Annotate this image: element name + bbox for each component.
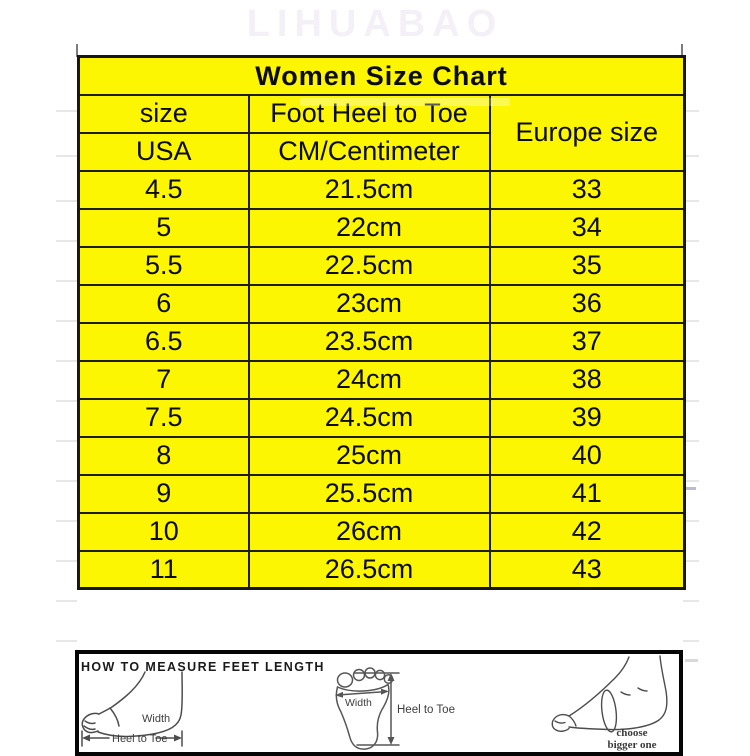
faint-gridline [56, 155, 77, 157]
size-cell: 34 [490, 209, 685, 247]
size-table-body [79, 171, 685, 589]
size-cell: 5.5 [79, 247, 249, 285]
header-foot-heel-to-toe: Foot Heel to Toe [249, 95, 490, 133]
header-europe-size: Europe size [490, 95, 685, 171]
faint-gridline [56, 320, 77, 322]
measure-guide-heading: HOW TO MEASURE FEET LENGTH [81, 660, 325, 674]
size-row [79, 171, 685, 209]
side-width-label: Width [142, 713, 171, 725]
faint-gridline [56, 280, 77, 282]
size-cell: 24cm [249, 361, 490, 399]
faint-gridline [683, 640, 699, 642]
size-cell: 5 [79, 209, 249, 247]
size-row [79, 361, 685, 399]
size-cell: 37 [490, 323, 685, 361]
side-foot-diagram [79, 670, 211, 752]
header-usa: USA [79, 133, 249, 171]
sole-length-label: Heel to Toe [397, 704, 455, 716]
size-cell: 26.5cm [249, 551, 490, 589]
girth-foot-diagram [541, 654, 679, 754]
watermark-smudge [300, 98, 510, 106]
size-row [79, 475, 685, 513]
brand-watermark: LIHUABAO [246, 3, 504, 45]
size-cell: 8 [79, 437, 249, 475]
scan-artifact-dash [686, 487, 696, 490]
measure-guide-box [75, 650, 683, 756]
faint-gridline [56, 560, 77, 562]
size-cell: 25cm [249, 437, 490, 475]
faint-gridline [56, 110, 77, 112]
faint-gridline [56, 200, 77, 202]
size-row [79, 437, 685, 475]
faint-gridline [683, 600, 699, 602]
side-foot-sketch [79, 670, 211, 752]
size-row [79, 285, 685, 323]
size-cell: 9 [79, 475, 249, 513]
sole-width-label: Width [345, 697, 372, 709]
faint-gridline [56, 240, 77, 242]
size-cell: 6 [79, 285, 249, 323]
faint-gridline [56, 400, 77, 402]
faint-gridline [56, 600, 77, 602]
side-length-label: Heel to Toe [112, 733, 168, 745]
size-cell: 23cm [249, 285, 490, 323]
size-cell: 22cm [249, 209, 490, 247]
size-row [79, 551, 685, 589]
size-cell: 23.5cm [249, 323, 490, 361]
choose-note-line1: choose [616, 727, 648, 739]
size-cell: 7.5 [79, 399, 249, 437]
choose-note-line2: bigger one [607, 739, 657, 751]
faint-gridline [56, 520, 77, 522]
size-cell: 38 [490, 361, 685, 399]
women-size-chart-table [77, 55, 686, 590]
faint-gridline [56, 360, 77, 362]
size-cell: 41 [490, 475, 685, 513]
size-row [79, 513, 685, 551]
size-cell: 10 [79, 513, 249, 551]
faint-gridline [56, 480, 77, 482]
size-cell: 22.5cm [249, 247, 490, 285]
size-cell: 7 [79, 361, 249, 399]
size-cell: 42 [490, 513, 685, 551]
size-row [79, 399, 685, 437]
size-cell: 25.5cm [249, 475, 490, 513]
size-cell: 11 [79, 551, 249, 589]
size-cell: 21.5cm [249, 171, 490, 209]
size-table-head [79, 57, 685, 171]
footprint-sketch [331, 666, 473, 752]
header-cm-centimeter: CM/Centimeter [249, 133, 490, 171]
size-cell: 43 [490, 551, 685, 589]
size-cell: 40 [490, 437, 685, 475]
size-row [79, 323, 685, 361]
table-title: Women Size Chart [79, 57, 685, 95]
size-cell: 36 [490, 285, 685, 323]
size-cell: 39 [490, 399, 685, 437]
size-row [79, 209, 685, 247]
header-size: size [79, 95, 249, 133]
size-cell: 24.5cm [249, 399, 490, 437]
title-row [79, 57, 685, 95]
faint-gridline [56, 440, 77, 442]
size-cell: 33 [490, 171, 685, 209]
girth-foot-sketch [541, 654, 679, 754]
scan-artifact-dash [685, 659, 698, 662]
size-cell: 26cm [249, 513, 490, 551]
size-row [79, 247, 685, 285]
footprint-diagram [331, 666, 473, 752]
size-cell: 4.5 [79, 171, 249, 209]
size-cell: 6.5 [79, 323, 249, 361]
size-cell: 35 [490, 247, 685, 285]
faint-gridline [56, 640, 77, 642]
